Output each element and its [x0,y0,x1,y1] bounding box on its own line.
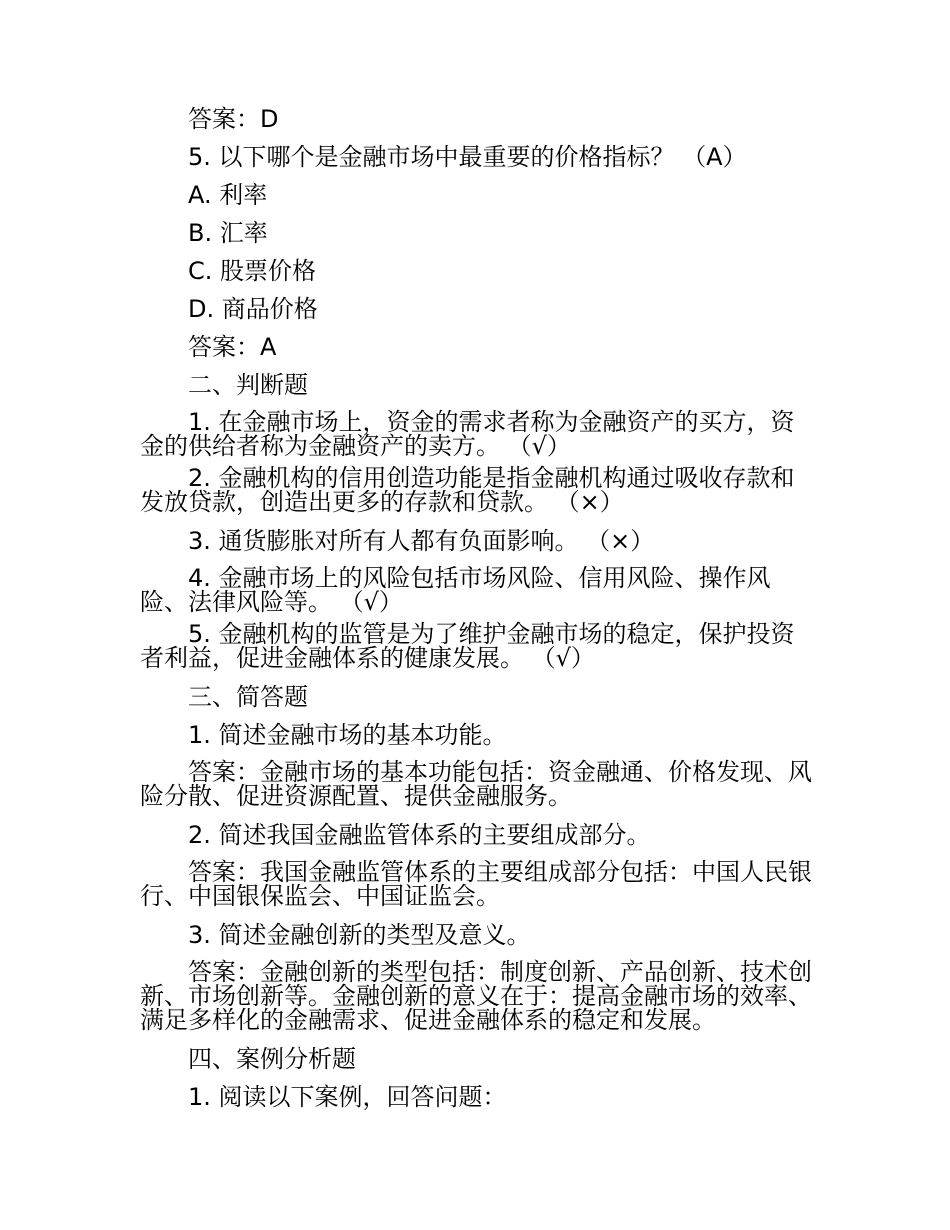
short-answer-question-2: 2. 简述我国金融监管体系的主要组成部分。 [188,821,651,849]
short-answer-answer-1: 答案：金融市场的基本功能包括：资金融通、价格发现、风险分散、促进资源配置、提供金融服务。 [140,758,812,810]
option-b: B. 汇率 [188,219,268,247]
true-false-item-1: 1. 在金融市场上，资金的需求者称为金融资产的买方，资金的供给者称为金融资产的卖方。 （√） [140,408,795,460]
short-answer-answer-2: 答案：我国金融监管体系的主要组成部分包括：中国人民银行、中国银保监会、中国证监会。 [140,858,812,910]
case-question-1: 1. 阅读以下案例，回答问题： [188,1083,507,1111]
short-answer-question-3: 3. 简述金融创新的类型及意义。 [188,921,531,949]
true-false-item-5: 5. 金融机构的监管是为了维护金融市场的稳定，保护投资者利益，促进金融体系的健康发展。 （√） [140,620,795,672]
true-false-item-4: 4. 金融市场上的风险包括市场风险、信用风险、操作风险、法律风险等。 （√） [140,564,771,616]
question-5: 5. 以下哪个是金融市场中最重要的价格指标？ （A） [188,143,747,171]
true-false-item-2: 2. 金融机构的信用创造功能是指金融机构通过吸收存款和发放贷款，创造出更多的存款和贷款。 （×） [140,464,795,516]
short-answer-question-1: 1. 简述金融市场的基本功能。 [188,721,507,749]
short-answer-answer-3: 答案：金融创新的类型包括：制度创新、产品创新、技术创新、市场创新等。金融创新的意义在于：提高金融市场的效率、满足多样化的金融需求、促进金融体系的稳定和发展。 [140,958,812,1034]
section-heading-case-analysis: 四、案例分析题 [188,1045,356,1073]
answer-line-q5: 答案：A [188,333,277,361]
true-false-item-3: 3. 通货膨胀对所有人都有负面影响。 （×） [188,527,655,555]
option-a: A. 利率 [188,181,268,209]
section-heading-true-false: 二、判断题 [188,371,308,399]
section-heading-short-answer: 三、简答题 [188,683,308,711]
answer-line-q4: 答案：D [188,105,279,133]
option-d: D. 商品价格 [188,295,318,323]
option-c: C. 股票价格 [188,257,317,285]
document-body [140,100,812,1116]
